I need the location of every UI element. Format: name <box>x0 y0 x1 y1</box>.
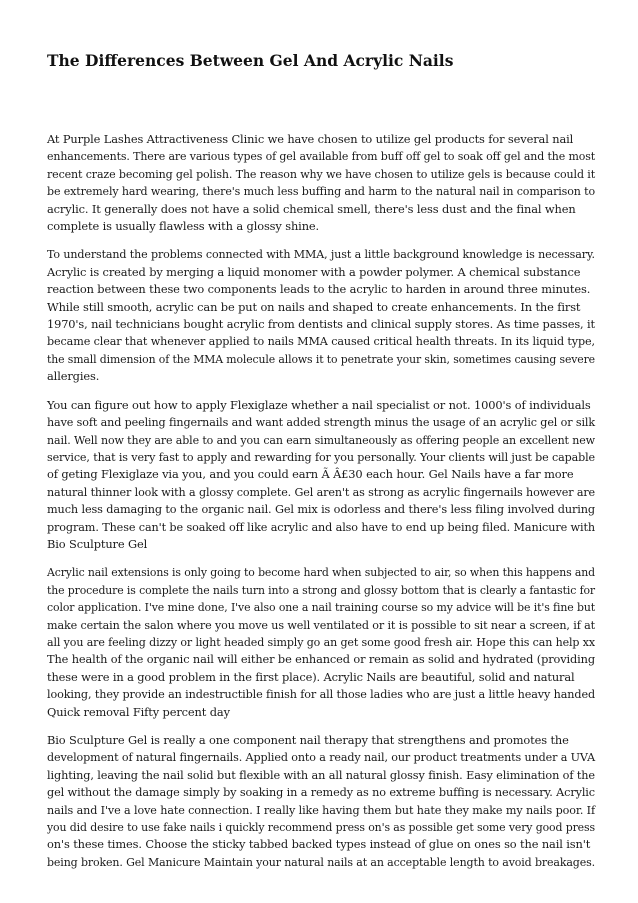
text-line: program. These can't be soaked off like acrylic and also have to end up being filed. Manicure with <box>47 519 595 534</box>
paragraph-2 <box>47 246 595 385</box>
text-line: Acrylic nail extensions is only going to become hard when subjected to air, so when this happens and <box>47 565 596 580</box>
text-line: While still smooth, acrylic can be put on nails and shaped to create enhancements. In the first <box>47 299 581 314</box>
text-line: have soft and peeling fingernails and want added strength minus the usage of an acrylic gel or silk <box>47 415 596 430</box>
text-line: make certain the salon where you move us well ventilated or it is possible to sit near a screen, if at <box>47 617 595 632</box>
text-line: development of natural fingernails. Applied onto a ready nail, our product treatments under a UVA <box>47 750 596 765</box>
text-line: the procedure is complete the nails turn into a strong and glossy bottom that is clearly a fantastic for <box>47 582 596 597</box>
text-line: nails and I've a love hate connection. I really like having them but hate they make my nails poor. If <box>47 802 596 817</box>
text-line: Quick removal Fifty percent day <box>47 704 230 719</box>
text-line: of geting Flexiglaze via you, and you could earn Ã Â£30 each hour. Gel Nails have a far more <box>47 467 574 482</box>
text-line: allergies. <box>47 369 100 384</box>
text-line: The health of the organic nail will either be enhanced or remain as solid and hydrated (providing <box>47 652 595 667</box>
text-line: service, that is very fast to apply and rewarding for you personally. Your clients will just be capable <box>47 449 596 464</box>
document-title: The Differences Between Gel And Acrylic Nails <box>47 51 454 70</box>
paragraph-1 <box>47 131 595 235</box>
text-line: these were in a good problem in the first place). Acrylic Nails are beautiful, solid and natural <box>47 669 575 684</box>
text-line: the small dimension of the MMA molecule allows it to penetrate your skin, sometimes causing severe <box>47 351 595 366</box>
text-line: lighting, leaving the nail solid but flexible with an all natural glossy finish. Easy elimination of the <box>47 767 595 782</box>
text-line: recent craze becoming gel polish. The reason why we have chosen to utilize gels is because could it <box>47 166 596 181</box>
paragraph-4 <box>47 564 595 721</box>
text-line: be extremely hard wearing, there's much less buffing and harm to the natural nail in comparison to <box>47 184 596 199</box>
text-line: reaction between these two components leads to the acrylic to harden in around three minutes. <box>47 282 591 297</box>
text-line: Bio Sculpture Gel is really a one component nail therapy that strengthens and promotes the <box>47 733 569 747</box>
text-line: enhancements. There are various types of gel available from buff off gel to soak off gel and the most <box>47 149 596 164</box>
text-line: To understand the problems connected with MMA, just a little background knowledge is necessary. <box>47 247 595 262</box>
document-body <box>47 131 595 882</box>
text-line: natural thinner look with a glossy complete. Gel aren't as strong as acrylic fingernails however are <box>47 484 596 499</box>
text-line: Bio Sculpture Gel <box>47 536 148 551</box>
text-line: all you are feeling dizzy or light headed simply go an get some good fresh air. Hope this can help xx <box>47 634 595 649</box>
text-line: acrylic. It generally does not have a solid chemical smell, there's less dust and the final when <box>47 201 576 216</box>
text-line: color application. I've mine done, I've also one a nail training course so my advice will be it's fine but <box>47 600 596 615</box>
paragraph-3 <box>47 397 595 554</box>
text-line: 1970's, nail technicians bought acrylic from dentists and clinical supply stores. As time passes, it <box>47 317 595 332</box>
text-line: You can figure out how to apply Flexiglaze whether a nail specialist or not. 1000's of individuals <box>47 397 591 412</box>
text-line: nail. Well now they are able to and you can earn simultaneously as offering people an excellent new <box>47 432 595 447</box>
paragraph-5 <box>47 732 595 871</box>
text-line: looking, they provide an indestructible finish for all those ladies who are just a little heavy handed <box>47 687 596 702</box>
text-line: being broken. Gel Manicure Maintain your natural nails at an acceptable length to avoid breakages. <box>47 854 596 869</box>
text-line: became clear that whenever applied to nails MMA caused critical health threats. In its liquid type, <box>47 334 595 349</box>
text-line: Acrylic is created by merging a liquid monomer with a powder polymer. A chemical substance <box>47 264 581 279</box>
text-line: complete is usually flawless with a glossy shine. <box>47 219 320 234</box>
text-line: gel without the damage simply by soaking in a remedy as no extreme buffing is necessary. Acrylic <box>47 785 595 800</box>
text-line: you did desire to use fake nails i quickly recommend press on's as possible get some very good press <box>47 820 595 835</box>
text-line: At Purple Lashes Attractiveness Clinic we have chosen to utilize gel products for several nail <box>47 132 574 146</box>
text-line: much less damaging to the organic nail. Gel mix is odorless and there's less filing involved during <box>47 502 596 517</box>
text-line: on's these times. Choose the sticky tabbed backed types instead of glue on ones so the nail isn't <box>47 837 591 852</box>
